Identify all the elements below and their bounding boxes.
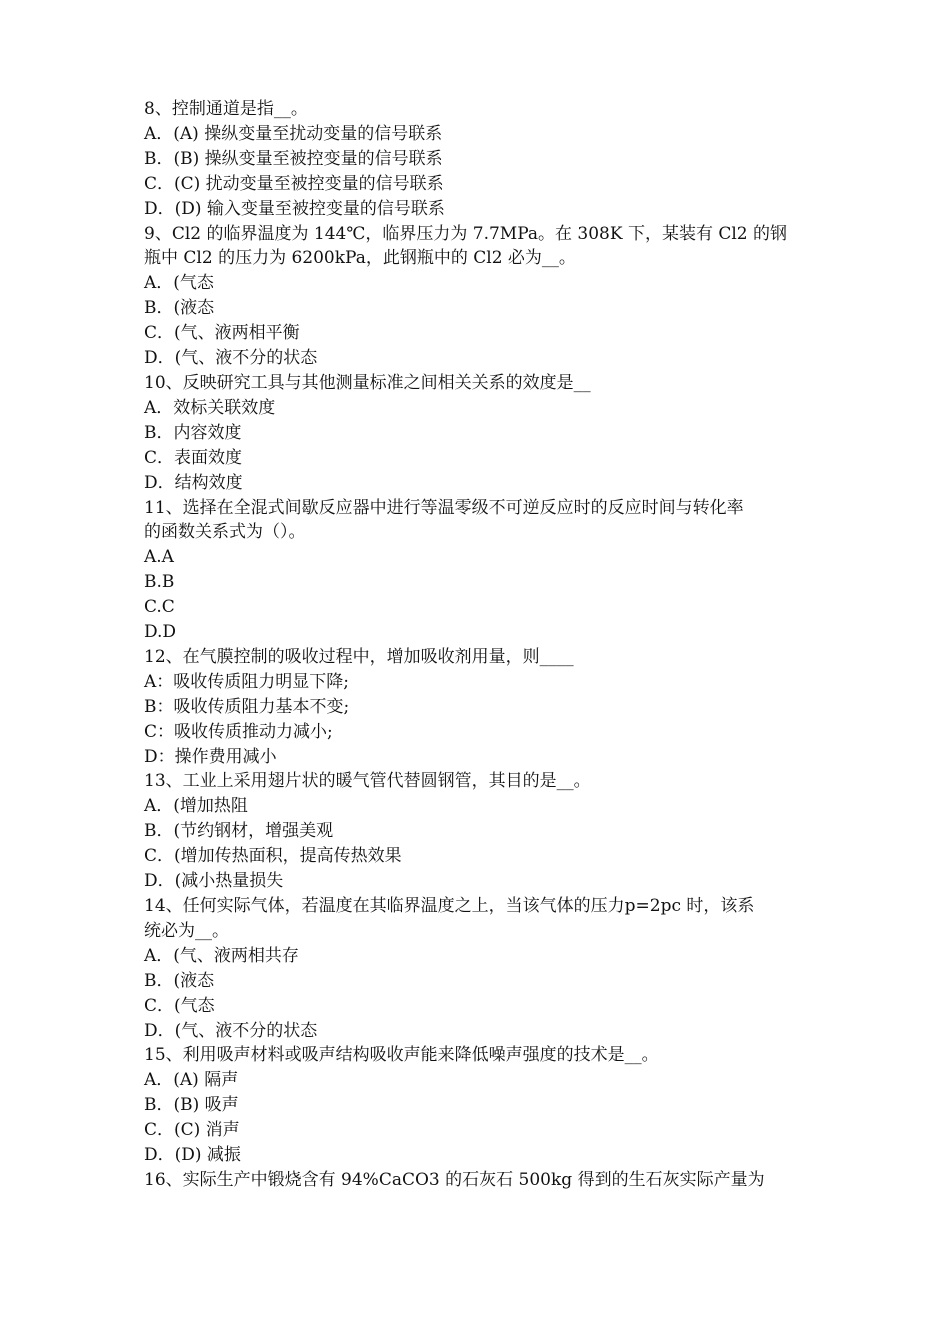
question-11-stem-continued: 的函数关系式为（）。 xyxy=(144,522,306,543)
question-15-option-c: C．(C) 消声 xyxy=(144,1120,240,1141)
question-11-stem: 11、选择在全混式间歇反应器中进行等温零级不可逆反应时的反应时间与转化率 xyxy=(144,497,744,518)
question-14-option-a: A．(气、液两相共存 xyxy=(144,945,299,966)
question-8-option-a: A．(A) 操纵变量至扰动变量的信号联系 xyxy=(144,123,443,144)
question-14-option-b: B．(液态 xyxy=(144,970,215,991)
question-16-stem: 16、实际生产中锻烧含有 94%CaCO3 的石灰石 500kg 得到的生石灰实际产量为 xyxy=(144,1169,765,1190)
question-8-stem: 8、控制通道是指__。 xyxy=(144,99,308,119)
question-15-option-d: D．(D) 减振 xyxy=(144,1145,241,1166)
question-11-option-c: C.C xyxy=(144,597,175,618)
question-10-option-c: C．表面效度 xyxy=(144,447,243,468)
question-9-stem-continued: 瓶中 Cl2 的压力为 6200kPa，此钢瓶中的 Cl2 必为__。 xyxy=(144,248,576,269)
question-8-option-c: C．(C) 扰动变量至被控变量的信号联系 xyxy=(144,173,444,194)
question-11-option-b: B.B xyxy=(144,572,175,593)
question-12-option-c: C：吸收传质推动力减小; xyxy=(144,721,333,742)
question-15-option-b: B．(B) 吸声 xyxy=(144,1095,239,1116)
question-10-option-a: A．效标关联效度 xyxy=(144,397,276,418)
question-15-stem: 15、利用吸声材料或吸声结构吸收声能来降低噪声强度的技术是__。 xyxy=(144,1045,659,1066)
question-9-option-c: C．(气、液两相平衡 xyxy=(144,323,300,344)
question-8-option-d: D．(D) 输入变量至被控变量的信号联系 xyxy=(144,198,445,219)
question-12-option-a: A：吸收传质阻力明显下降; xyxy=(144,671,350,692)
question-10-option-b: B．内容效度 xyxy=(144,422,242,443)
question-9-option-d: D．(气、液不分的状态 xyxy=(144,348,318,369)
question-9-stem: 9、Cl2 的临界温度为 144℃，临界压力为 7.7MPa。在 308K 下，某装有 Cl2 的钢 xyxy=(144,223,788,244)
question-8-option-b: B．(B) 操纵变量至被控变量的信号联系 xyxy=(144,148,443,169)
question-14-option-c: C．(气态 xyxy=(144,995,215,1016)
question-12-stem: 12、在气膜控制的吸收过程中，增加吸收剂用量，则____ xyxy=(144,646,574,667)
question-13-option-b: B．(节约钢材，增强美观 xyxy=(144,821,334,842)
question-9-option-a: A．(气态 xyxy=(144,273,214,294)
question-12-option-d: D：操作费用减小 xyxy=(144,746,277,767)
question-14-stem: 14、任何实际气体，若温度在其临界温度之上，当该气体的压力p=2pc 时，该系 xyxy=(144,896,755,916)
question-12-option-b: B：吸收传质阻力基本不变; xyxy=(144,696,350,717)
question-13-option-d: D．(减小热量损失 xyxy=(144,871,284,892)
question-14-stem-continued: 统必为__。 xyxy=(144,920,229,941)
question-10-option-d: D．结构效度 xyxy=(144,472,243,493)
question-14-option-d: D．(气、液不分的状态 xyxy=(144,1020,318,1041)
question-13-option-c: C．(增加传热面积，提高传热效果 xyxy=(144,846,402,867)
question-list xyxy=(144,97,814,1193)
question-11-option-a: A.A xyxy=(144,547,174,568)
question-11-option-d: D.D xyxy=(144,622,177,643)
question-10-stem: 10、反映研究工具与其他测量标准之间相关关系的效度是__ xyxy=(144,372,591,393)
question-15-option-a: A．(A) 隔声 xyxy=(144,1070,239,1091)
question-9-option-b: B．(液态 xyxy=(144,298,215,319)
question-13-stem: 13、工业上采用翅片状的暖气管代替圆钢管，其目的是__。 xyxy=(144,771,591,792)
question-13-option-a: A．(增加热阻 xyxy=(144,796,248,817)
